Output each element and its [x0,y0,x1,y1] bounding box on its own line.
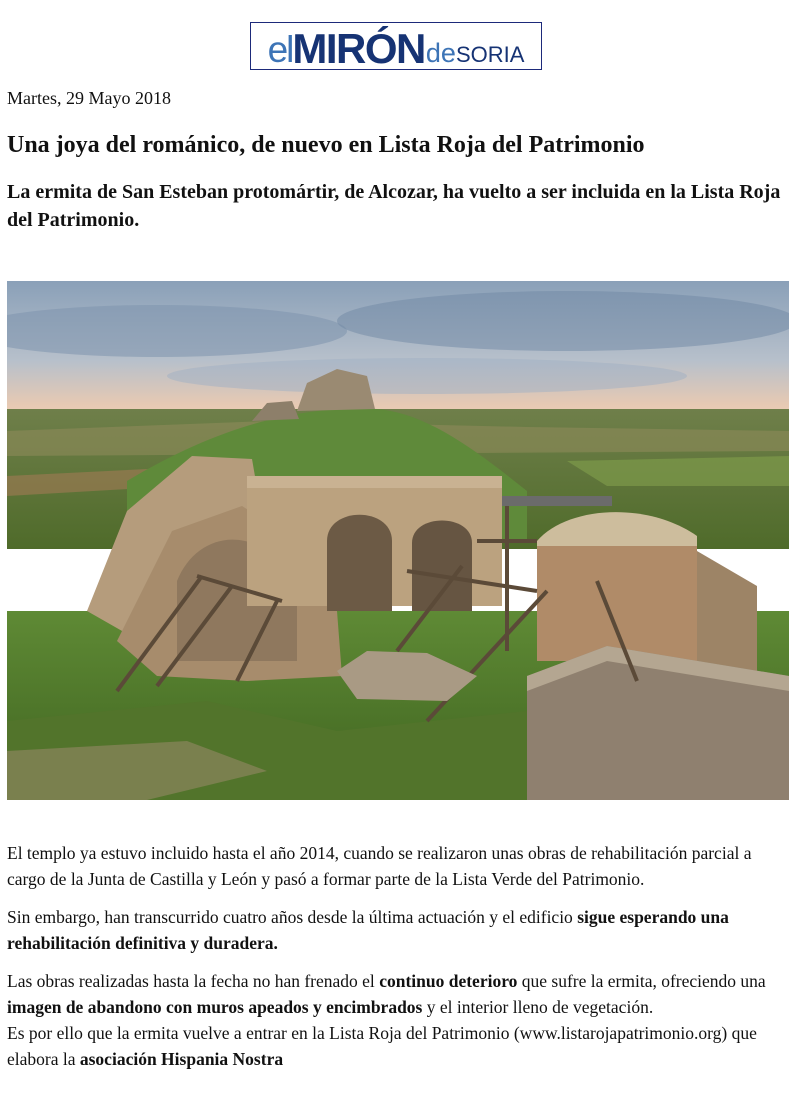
article-photo [7,281,789,800]
paragraph-bold-text: imagen de abandono con muros apeados y encimbrados [7,997,423,1017]
logo-de-text: de [425,38,456,68]
paragraph-text: Es por ello que la ermita vuelve a entrar en la Lista Roja del Patrimonio (www.listarojapatrimonio.org) que elabora la [7,1023,757,1069]
logo-soria-text: SORIA [455,42,525,67]
ermita-ruins-image [7,281,789,800]
paragraph-bold-text: asociación Hispania Nostra [79,1049,284,1069]
paragraph-bold-text: continuo deterioro [379,971,518,991]
article-body [7,840,793,1072]
paragraph-text: que sufre la ermita, ofreciendo una [517,971,766,991]
paragraph-text: Sin embargo, han transcurrido cuatro años desde la última actuación y el edificio [7,907,578,927]
body-paragraph [7,840,793,892]
body-paragraph [7,968,793,1020]
masthead-logo[interactable] [250,22,542,70]
logo-miron-text: MIRÓN [292,25,425,70]
article-subtitle: La ermita de San Esteban protomártir, de Alcozar, ha vuelto a ser incluida en la Lista Roja del Patrimonio. [7,181,781,231]
logo-el-text: el [267,29,293,70]
body-paragraph [7,904,793,956]
article-date: Martes, 29 Mayo 2018 [7,88,171,108]
body-paragraph [7,1020,793,1072]
paragraph-bold-text: sigue esperando una rehabilitación definitiva y duradera. [7,907,729,953]
paragraph-text: y el interior lleno de vegetación. [422,997,654,1017]
article-title: Una joya del románico, de nuevo en Lista Roja del Patrimonio [7,132,645,158]
paragraph-text: El templo ya estuvo incluido hasta el año 2014, cuando se realizaron unas obras de rehabilitación parcial a cargo de la Junta de Castilla y León y pasó a formar parte de la Lista Verde del Patrimonio. [7,843,752,889]
paragraph-text: Las obras realizadas hasta la fecha no han frenado el [7,971,380,991]
